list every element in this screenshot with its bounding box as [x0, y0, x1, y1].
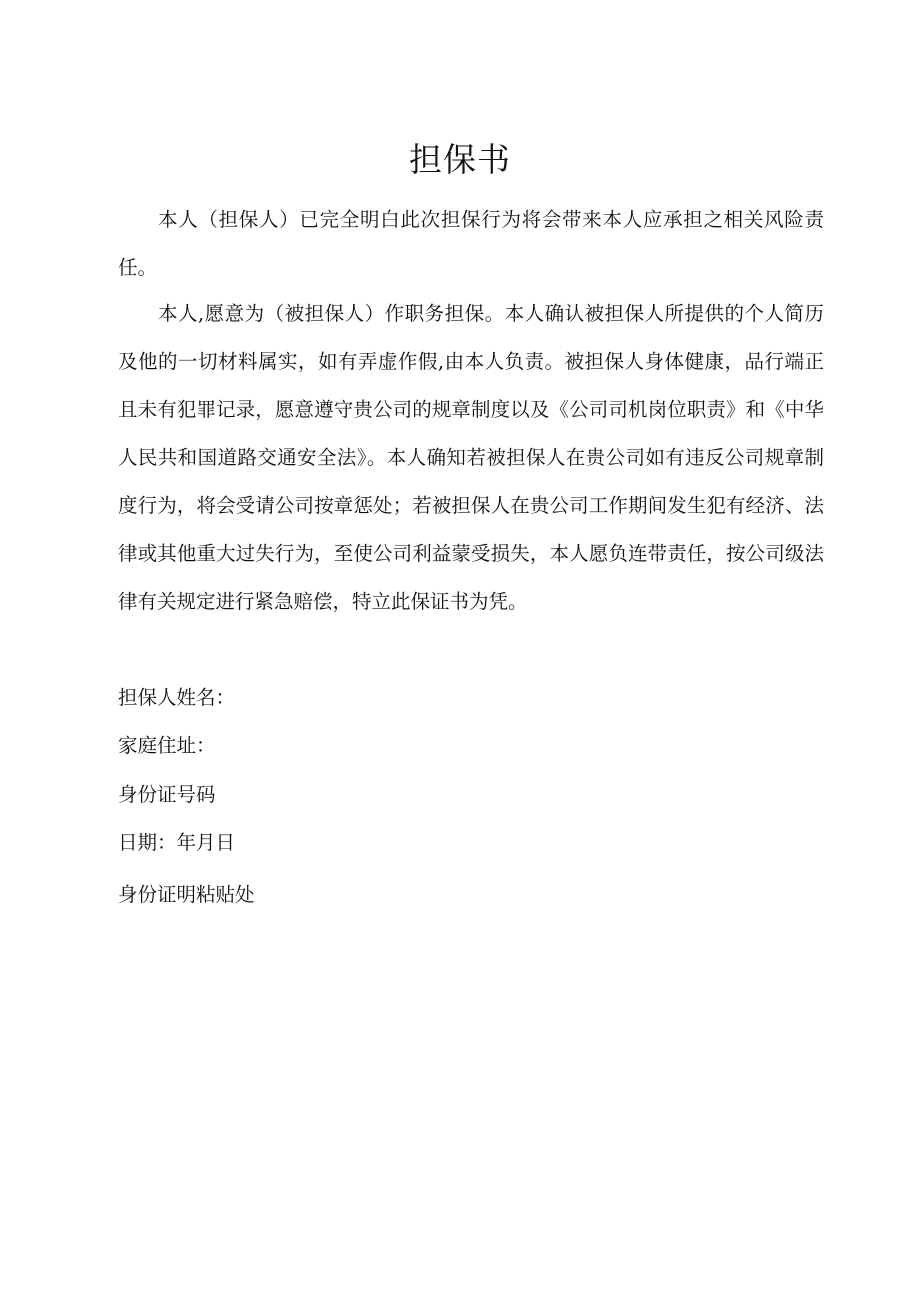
id-number-label: 身份证号码	[118, 783, 216, 806]
home-address-label: 家庭住址：	[118, 734, 216, 757]
date-label: 日期：年月日	[118, 831, 236, 854]
document-title: 担保书	[409, 140, 511, 179]
paragraph-risk-acknowledgement: 本人（担保人）已完全明白此次担保行为将会带来本人应承担之相关风险责任。	[118, 208, 824, 279]
guarantor-name-label: 担保人姓名：	[118, 686, 236, 709]
paragraph-guarantee-terms: 本人,愿意为（被担保人）作职务担保。本人确认被担保人所提供的个人简历及他的一切材料属实，如有弄虚作假,由本人负责。被担保人身体健康，品行端正且未有犯罪记录，愿意遵守贵公司的规章制度以及《公司司机岗位职责》和《中华人民共和国道路交通安全法》。本人确知若被担保人在贵公司如有违反公司规章制度行为，将会受请公司按章惩处；若被担保人在贵公司工作期间发生犯有经济、法律或其他重大过失行为，至使公司利益蒙受损失，本人愿负连带责任，按公司级法律有关规定进行紧急赔偿，特立此保证书为凭。	[118, 302, 824, 613]
id-card-paste-label: 身份证明粘贴处	[118, 883, 255, 906]
